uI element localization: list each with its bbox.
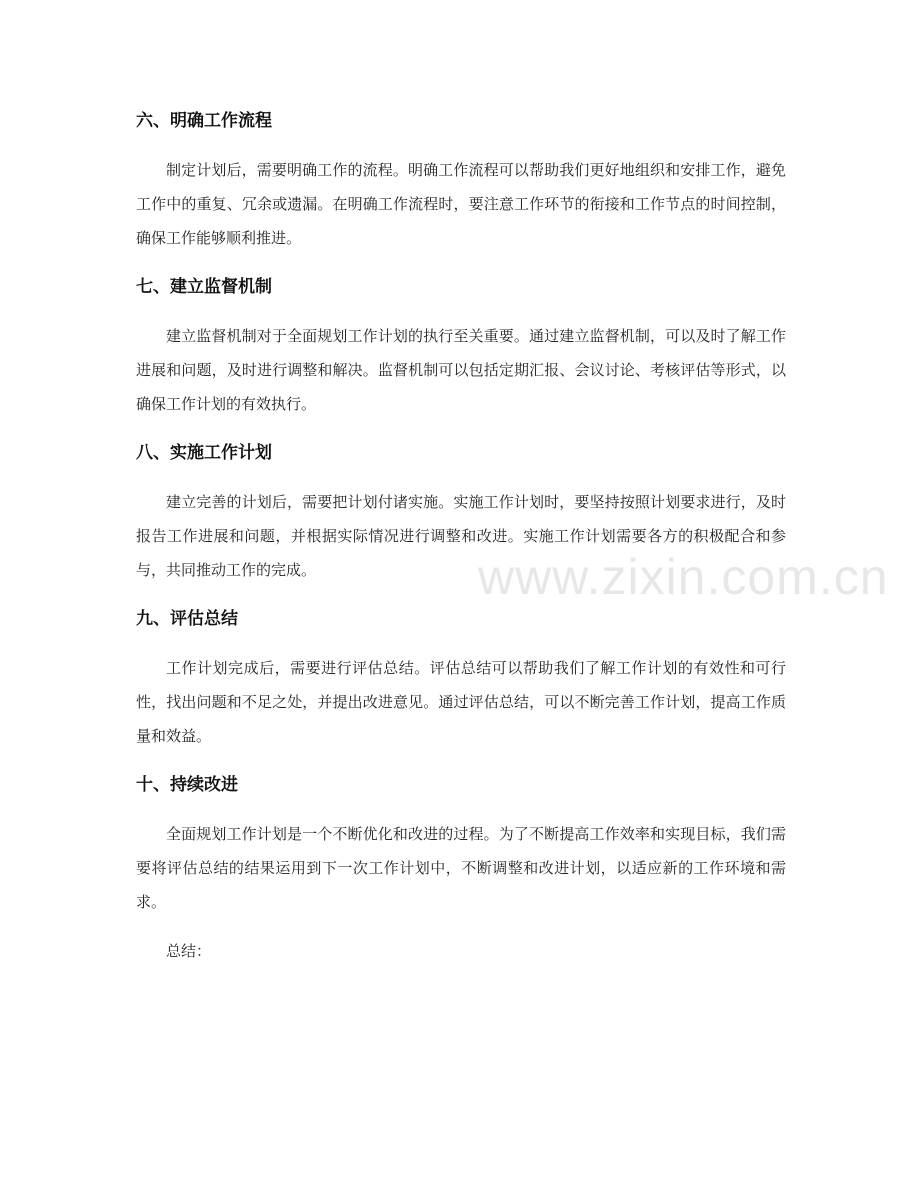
section-heading-6: 六、明确工作流程	[136, 111, 272, 131]
section-heading-7: 七、建立监督机制	[136, 277, 272, 297]
section-heading-9: 九、评估总结	[136, 609, 238, 629]
document-content	[136, 104, 786, 968]
section-body-9: 工作计划完成后，需要进行评估总结。评估总结可以帮助我们了解工作计划的有效性和可行性，找出问题和不足之处，并提出改进意见。通过评估总结，可以不断完善工作计划，提高工作质量和效益。	[136, 659, 786, 745]
section-heading-10: 十、持续改进	[136, 775, 238, 795]
section-body-6: 制定计划后，需要明确工作的流程。明确工作流程可以帮助我们更好地组织和安排工作，避免工作中的重复、冗余或遗漏。在明确工作流程时，要注意工作环节的衔接和工作节点的时间控制，确保工作能够顺利推进。	[136, 161, 786, 247]
section-heading-8: 八、实施工作计划	[136, 443, 272, 463]
section-body-8: 建立完善的计划后，需要把计划付诸实施。实施工作计划时，要坚持按照计划要求进行，及时报告工作进展和问题，并根据实际情况进行调整和改进。实施工作计划需要各方的积极配合和参与，共同推动工作的完成。	[136, 493, 786, 579]
summary-label: 总结：	[166, 942, 212, 960]
section-body-10: 全面规划工作计划是一个不断优化和改进的过程。为了不断提高工作效率和实现目标，我们需要将评估总结的结果运用到下一次工作计划中，不断调整和改进计划，以适应新的工作环境和需求。	[136, 825, 786, 911]
section-body-7: 建立监督机制对于全面规划工作计划的执行至关重要。通过建立监督机制，可以及时了解工作进展和问题，及时进行调整和解决。监督机制可以包括定期汇报、会议讨论、考核评估等形式，以确保工作计划的有效执行。	[136, 327, 786, 413]
site-watermark: www.zixin.com.cn	[478, 549, 889, 605]
